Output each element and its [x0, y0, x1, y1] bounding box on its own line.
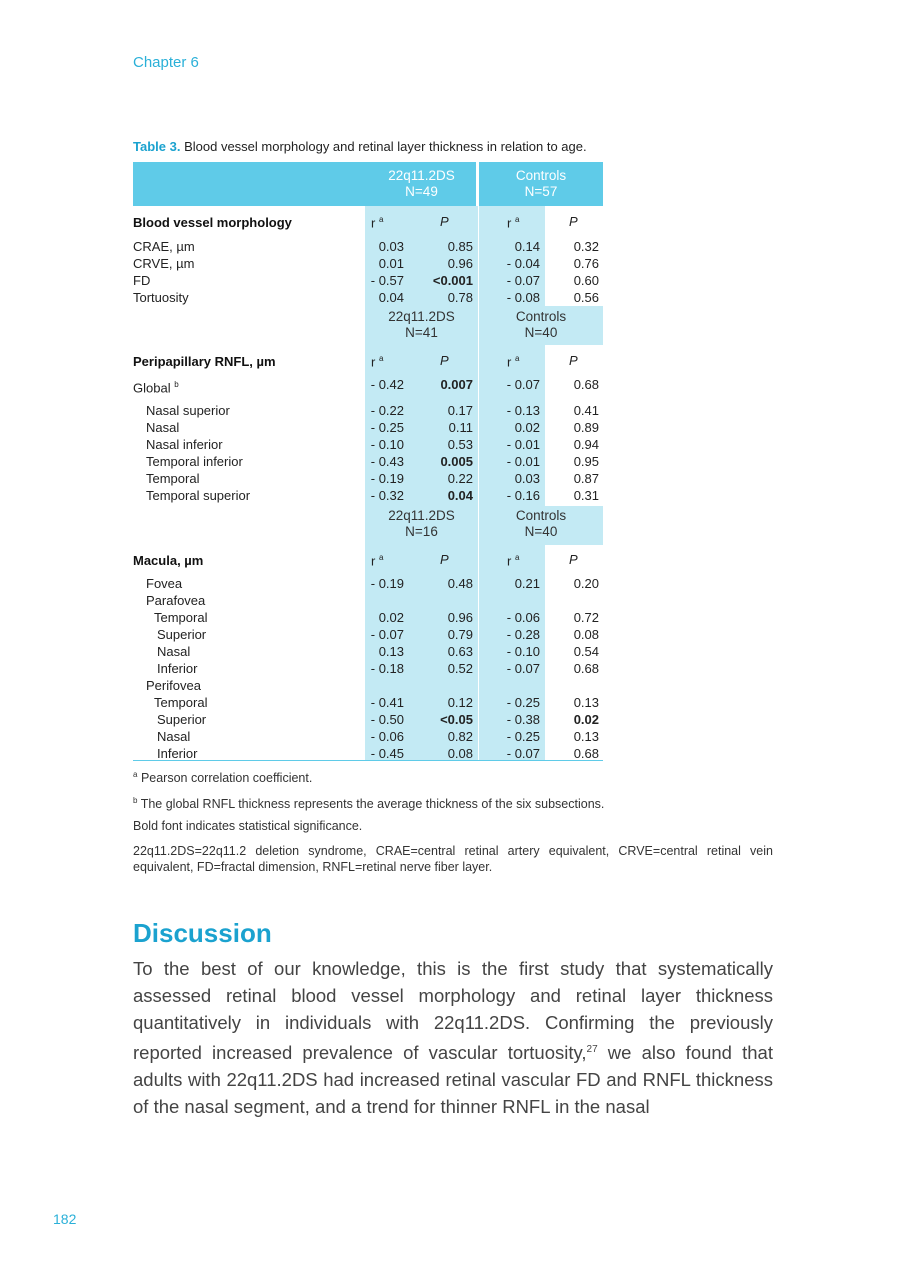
cell-r2-global: - 0.07 — [506, 377, 540, 392]
cell-p2-pe_i: 0.68 — [573, 746, 599, 761]
cell-r2-pe_i: - 0.07 — [506, 746, 540, 761]
cell-r2-temp: 0.03 — [514, 471, 540, 486]
cell-p2-pa_i: 0.68 — [573, 661, 599, 676]
col-r-6: r $^a$ — [507, 553, 520, 569]
cell-r1-pa_s: - 0.07 — [370, 627, 404, 642]
cell-p1-fd: <0.001 — [432, 273, 473, 288]
col-p-5: P — [440, 552, 449, 567]
cell-p1-nsup: 0.17 — [447, 403, 473, 418]
cell-r2-tinf: - 0.01 — [506, 454, 540, 469]
cell-p2-temp: 0.87 — [573, 471, 599, 486]
row-label-tort: Tortuosity — [133, 290, 189, 305]
cell-r1-pa_n: 0.13 — [378, 644, 404, 659]
cell-r2-pe_s: - 0.38 — [506, 712, 540, 727]
cell-r2-pa_i: - 0.07 — [506, 661, 540, 676]
cell-p1-pa_i: 0.52 — [447, 661, 473, 676]
discussion-heading: Discussion — [133, 918, 272, 948]
col-p-2: P — [569, 214, 578, 229]
section-rnfl: Peripapillary RNFL, µm — [133, 354, 276, 369]
col-r-2: r $^a$ — [507, 215, 520, 231]
page-number: 182 — [53, 1211, 77, 1227]
row-label-peri: Perifovea — [146, 678, 201, 693]
cell-r2-ninf: - 0.01 — [506, 437, 540, 452]
cell-p2-fovea: 0.20 — [573, 576, 599, 591]
cell-p1-pa_n: 0.63 — [447, 644, 473, 659]
subheader-rnfl-group1: 22q11.2DS N=41 — [388, 309, 455, 340]
col-p-3: P — [440, 353, 449, 368]
row-label-fd: FD — [133, 273, 151, 288]
cell-p1-pe_i: 0.08 — [447, 746, 473, 761]
cell-r2-fovea: 0.21 — [514, 576, 540, 591]
table-label: Table 3. — [133, 139, 181, 154]
cell-p2-nasal: 0.89 — [573, 420, 599, 435]
header-group2: Controls N=57 — [515, 168, 567, 199]
col-p-1: P — [440, 214, 449, 229]
row-label-temp: Temporal — [146, 471, 200, 486]
row-label-nsup: Nasal superior — [146, 403, 230, 418]
cell-r2-tort: - 0.08 — [506, 290, 540, 305]
cell-p1-pa_s: 0.79 — [447, 627, 473, 642]
cell-r2-nasal: 0.02 — [514, 420, 540, 435]
cell-p2-tinf: 0.95 — [573, 454, 599, 469]
cell-p2-tort: 0.56 — [573, 290, 599, 305]
cell-p1-pe_n: 0.82 — [447, 729, 473, 744]
cell-p2-nsup: 0.41 — [573, 403, 599, 418]
row-label-pe_i: Inferior — [157, 746, 198, 761]
row-label-nasal: Nasal — [146, 420, 180, 435]
cell-p1-temp: 0.22 — [447, 471, 473, 486]
cell-r1-nasal: - 0.25 — [370, 420, 404, 435]
cell-r2-pe_t: - 0.25 — [506, 695, 540, 710]
cell-p2-pa_n: 0.54 — [573, 644, 599, 659]
cell-p1-tinf: 0.005 — [440, 454, 473, 469]
footnote-b: $^b$ The global RNFL thickness represents the average thickness of the six subsections. — [133, 796, 605, 812]
row-label-tinf: Temporal inferior — [146, 454, 243, 469]
footnote-abbreviations: 22q11.2DS=22q11.2 deletion syndrome, CRAE=central retinal artery equivalent, CRVE=central retinal vein equivalent, FD=fractal dimension, RNFL=retinal nerve fiber layer. — [133, 844, 773, 874]
row-label-pa_s: Superior — [157, 627, 207, 642]
cell-r1-ninf: - 0.10 — [370, 437, 404, 452]
footnote-a: $^a$ Pearson correlation coefficient. — [133, 770, 313, 786]
header-group1: 22q11.2DS N=49 — [388, 168, 455, 199]
cell-r1-fovea: - 0.19 — [370, 576, 404, 591]
cell-p1-ninf: 0.53 — [447, 437, 473, 452]
cell-r1-tort: 0.04 — [378, 290, 404, 305]
cell-p1-fovea: 0.48 — [447, 576, 473, 591]
section-blood-vessel: Blood vessel morphology — [133, 215, 292, 230]
cell-r2-pe_n: - 0.25 — [506, 729, 540, 744]
cell-r1-pe_s: - 0.50 — [370, 712, 404, 727]
cell-r1-pa_i: - 0.18 — [370, 661, 404, 676]
row-label-pa_n: Nasal — [157, 644, 191, 659]
cell-p1-global: 0.007 — [440, 377, 473, 392]
row-label-pe_n: Nasal — [157, 729, 191, 744]
cell-p2-global: 0.68 — [573, 377, 599, 392]
cell-p2-pa_s: 0.08 — [573, 627, 599, 642]
cell-p1-crae: 0.85 — [447, 239, 473, 254]
cell-p1-tsup: 0.04 — [447, 488, 473, 503]
cell-r1-pe_n: - 0.06 — [370, 729, 404, 744]
cell-p2-tsup: 0.31 — [573, 488, 599, 503]
cell-r2-fd: - 0.07 — [506, 273, 540, 288]
col-r-4: r $^a$ — [507, 354, 520, 370]
cell-p2-crae: 0.32 — [573, 239, 599, 254]
subheader-macula-group1: 22q11.2DS N=16 — [388, 508, 455, 539]
col-r-5: r $^a$ — [371, 553, 384, 569]
cell-r1-nsup: - 0.22 — [370, 403, 404, 418]
cell-r1-tsup: - 0.32 — [370, 488, 404, 503]
cell-p2-pa_t: 0.72 — [573, 610, 599, 625]
cell-p1-crve: 0.96 — [447, 256, 473, 271]
row-label-pe_s: Superior — [157, 712, 207, 727]
col-r-3: r $^a$ — [371, 354, 384, 370]
cell-r2-tsup: - 0.16 — [506, 488, 540, 503]
row-label-crve: CRVE, µm — [133, 256, 195, 271]
cell-r1-pe_t: - 0.41 — [370, 695, 404, 710]
cell-r1-crae: 0.03 — [378, 239, 404, 254]
section-macula: Macula, µm — [133, 553, 204, 568]
cell-r1-global: - 0.42 — [370, 377, 404, 392]
cell-r1-crve: 0.01 — [378, 256, 404, 271]
cell-p2-pe_s: 0.02 — [573, 712, 599, 727]
row-label-global — [133, 376, 179, 396]
cell-r2-pa_s: - 0.28 — [506, 627, 540, 642]
col-r-1: r $^a$ — [371, 215, 384, 231]
cell-p1-pe_s: <0.05 — [440, 712, 473, 727]
cell-p1-pa_t: 0.96 — [447, 610, 473, 625]
cell-r2-pa_t: - 0.06 — [506, 610, 540, 625]
cell-p2-crve: 0.76 — [573, 256, 599, 271]
cell-r2-pa_n: - 0.10 — [506, 644, 540, 659]
cell-p2-ninf: 0.94 — [573, 437, 599, 452]
discussion-paragraph: To the best of our knowledge, this is the first study that systematically assessed retinal blood vessel morphology and retinal layer thickness quantitatively in individuals with 22q11.2DS. Confirming the previously reported increased prevalence of vascular tortuosity,$^{27}$ we also found that adults with 22q11.2DS had increased retinal vascular FD and RNFL thickness of the nasal segment, and a trend for thinner RNFL in the nasal — [133, 958, 773, 1118]
chapter-header: Chapter 6 — [133, 54, 199, 71]
row-label-sup: b — [174, 380, 179, 389]
cell-r1-fd: - 0.57 — [370, 273, 404, 288]
cell-p2-pe_n: 0.13 — [573, 729, 599, 744]
subheader-rnfl-group2: Controls N=40 — [515, 309, 567, 340]
cell-p1-tort: 0.78 — [447, 290, 473, 305]
table-caption-text: Blood vessel morphology and retinal layer thickness in relation to age. — [184, 139, 587, 154]
row-label-tsup: Temporal superior — [146, 488, 251, 503]
cell-p1-pe_t: 0.12 — [447, 695, 473, 710]
cell-p2-fd: 0.60 — [573, 273, 599, 288]
row-label-ninf: Nasal inferior — [146, 437, 223, 452]
cell-r2-crae: 0.14 — [514, 239, 540, 254]
col-p-4: P — [569, 353, 578, 368]
subheader-macula-group2: Controls N=40 — [515, 508, 567, 539]
cell-r1-pe_i: - 0.45 — [370, 746, 404, 761]
cell-r1-pa_t: 0.02 — [378, 610, 404, 625]
row-label-crae: CRAE, µm — [133, 239, 195, 254]
row-label-pa_i: Inferior — [157, 661, 198, 676]
row-label-pe_t: Temporal — [154, 695, 208, 710]
cell-r1-temp: - 0.19 — [370, 471, 404, 486]
footnote-bold: Bold font indicates statistical significance. — [133, 819, 363, 833]
row-label-global-text: Global — [133, 380, 171, 396]
row-label-pa_t: Temporal — [154, 610, 208, 625]
cell-p2-pe_t: 0.13 — [573, 695, 599, 710]
col-p-6: P — [569, 552, 578, 567]
row-label-para: Parafovea — [146, 593, 206, 608]
cell-r1-tinf: - 0.43 — [370, 454, 404, 469]
cell-r2-nsup: - 0.13 — [506, 403, 540, 418]
row-label-fovea: Fovea — [146, 576, 183, 591]
cell-r2-crve: - 0.04 — [506, 256, 540, 271]
table-caption — [133, 139, 587, 154]
cell-p1-nasal: 0.11 — [448, 420, 473, 435]
